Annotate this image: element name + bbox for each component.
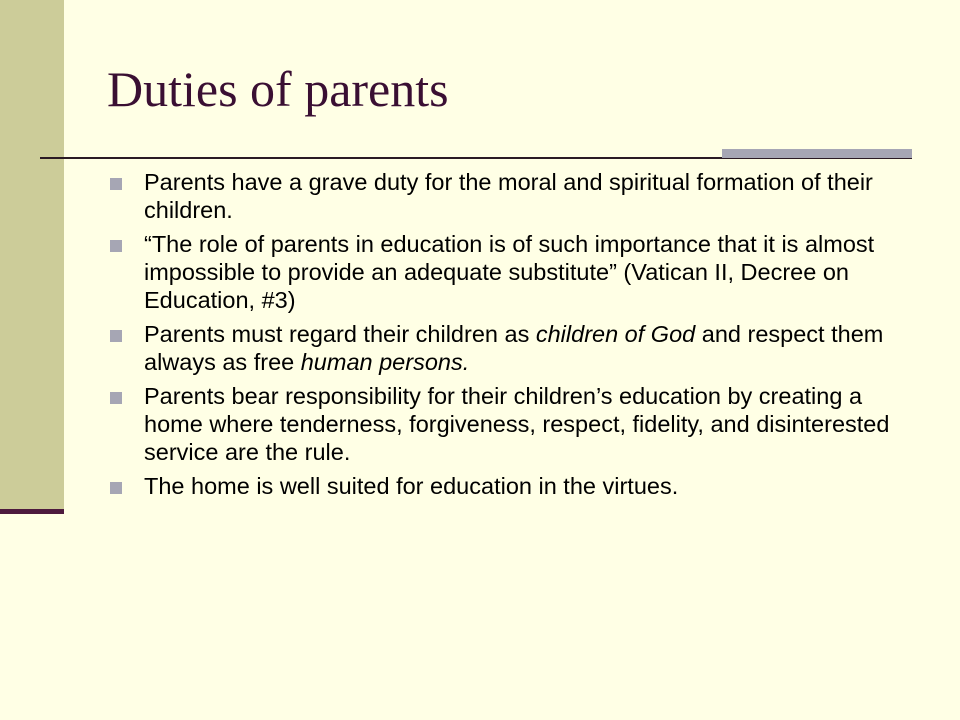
bullet-item bbox=[110, 168, 910, 224]
bullet-text: Parents bear responsibility for their children’s education by creating a home where tenderness, forgiveness, respect, fidelity, and disinterested service are the rule. bbox=[144, 383, 890, 465]
left-sidebar-accent-line bbox=[0, 509, 64, 514]
square-bullet-icon bbox=[110, 178, 122, 190]
square-bullet-icon bbox=[110, 392, 122, 404]
bullet-text-emphasis: human persons. bbox=[300, 349, 470, 375]
bullet-item bbox=[110, 320, 910, 376]
square-bullet-icon bbox=[110, 330, 122, 342]
bullet-text: “The role of parents in education is of such importance that it is almost impossible to provide an adequate substitute” (Vatican II, Decree on Education, #3) bbox=[144, 231, 875, 313]
bullet-list bbox=[110, 168, 910, 506]
slide-title: Duties of parents bbox=[107, 61, 449, 117]
left-sidebar-bar bbox=[0, 0, 64, 512]
bullet-item bbox=[110, 382, 910, 466]
bullet-text: The home is well suited for education in the virtues. bbox=[144, 473, 679, 499]
bullet-item bbox=[110, 230, 910, 314]
square-bullet-icon bbox=[110, 240, 122, 252]
bullet-text-part: and respect them always as free bbox=[144, 321, 884, 375]
bullet-text bbox=[144, 320, 910, 376]
title-underline-accent bbox=[722, 149, 912, 158]
bullet-item bbox=[110, 472, 910, 500]
bullet-text-emphasis: children of God bbox=[535, 321, 696, 347]
bullet-text: Parents have a grave duty for the moral and spiritual formation of their children. bbox=[144, 169, 873, 223]
square-bullet-icon bbox=[110, 482, 122, 494]
bullet-text-part: Parents must regard their children as bbox=[144, 321, 536, 347]
